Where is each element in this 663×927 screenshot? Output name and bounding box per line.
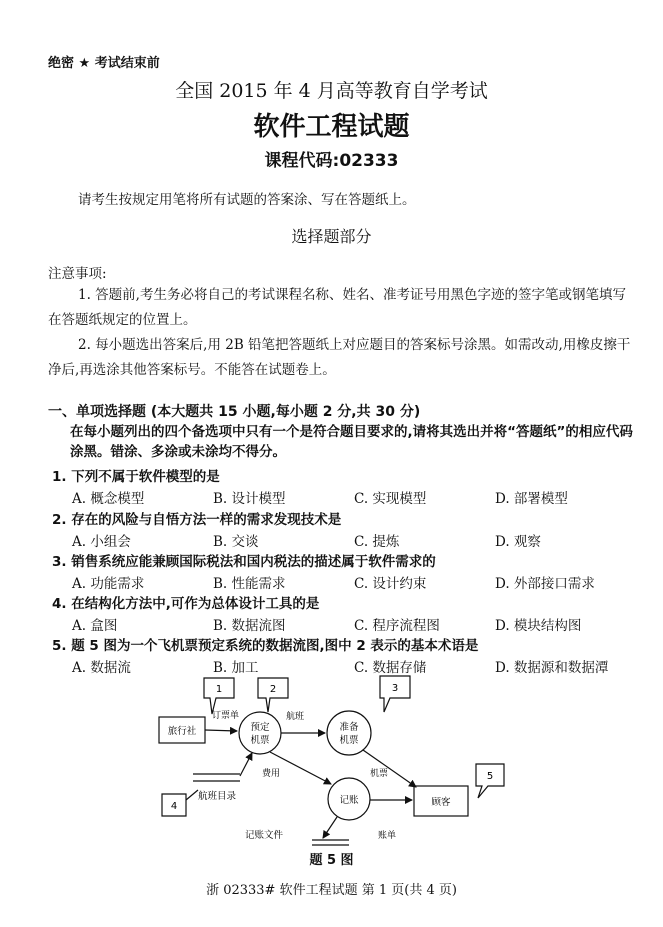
option-c: C. 程序流程图 [354, 618, 440, 634]
section-description: 在每小题列出的四个备选项中只有一个是符合题目要求的,请将其选出并将“答题纸”的相应代码涂黑。错涂、多涂或未涂均不得分。 [70, 424, 633, 460]
option-b: B. 加工 [213, 660, 259, 676]
store-label: 记账文件 [245, 830, 284, 841]
flow-label: 订票单 [212, 711, 240, 721]
exam-title: 全国 2015 年 4 月高等教育自学考试 [175, 80, 488, 102]
option-a: A. 功能需求 [72, 576, 145, 592]
process-label: 预定 [250, 722, 270, 733]
option-d: D. 部署模型 [495, 491, 568, 507]
process-prepare-ticket [327, 711, 371, 755]
question-stem: 4. 在结构化方法中,可作为总体设计工具的是 [52, 596, 320, 612]
process-label: 记账 [339, 795, 359, 806]
notice-item: 2. 每小题选出答案后,用 2B 铅笔把答题纸上对应题目的答案标号涂黑。如需改动,用橡皮擦干净后,再选涂其他答案标号。不能答在试题卷上。 [48, 337, 631, 378]
process-reserve-ticket [239, 712, 281, 754]
notice-item: 1. 答题前,考生务必将自己的考试课程名称、姓名、准考证号用黑色字迹的签字笔或钢笔填写在答题纸规定的位置上。 [48, 287, 626, 328]
figure-caption: 题 5 图 [309, 853, 354, 868]
option-d: D. 模块结构图 [495, 618, 582, 634]
instruction: 请考生按规定用笔将所有试题的答案涂、写在答题纸上。 [78, 192, 416, 208]
option-b: B. 设计模型 [213, 491, 286, 507]
notice-heading: 注意事项: [48, 266, 107, 282]
flow-label: 账单 [378, 831, 397, 841]
question-stem: 2. 存在的风险与自悟方法一样的需求发现技术是 [52, 512, 342, 528]
entity-customer [414, 786, 468, 816]
store-account-file [245, 829, 349, 845]
process-label: 准备 [339, 722, 359, 733]
option-d: D. 观察 [495, 534, 541, 550]
callout-label: 1 [215, 684, 223, 695]
flow-label: 费用 [262, 769, 281, 779]
question-stem: 3. 销售系统应能兼顾国际税法和国内税法的描述属于软件需求的 [52, 554, 436, 570]
option-b: B. 数据流图 [213, 618, 286, 634]
subject-title: 软件工程试题 [253, 112, 410, 142]
part-title: 选择题部分 [291, 227, 372, 246]
option-b: B. 性能需求 [213, 576, 286, 592]
callout-5 [476, 764, 504, 798]
page-footer: 浙 02333# 软件工程试题 第 1 页(共 4 页) [206, 883, 457, 898]
callout-label: 4 [170, 801, 178, 812]
question-stem: 5. 题 5 图为一个飞机票预定系统的数据流图,图中 2 表示的基本术语是 [52, 638, 479, 654]
flow-label: 机票 [370, 769, 389, 779]
entity-label: 旅行社 [167, 726, 197, 737]
option-c: C. 设计约束 [354, 576, 427, 592]
option-d: D. 外部接口需求 [495, 576, 595, 592]
process-accounting [328, 778, 370, 820]
option-c: C. 实现模型 [354, 491, 427, 507]
secret-label: 绝密 ★ 考试结束前 [48, 56, 160, 71]
option-b: B. 交谈 [213, 534, 259, 550]
option-c: C. 数据存储 [354, 660, 427, 676]
option-a: A. 数据流 [72, 660, 131, 676]
section-heading: 一、单项选择题 (本大题共 15 小题,每小题 2 分,共 30 分) [48, 404, 421, 420]
callout-2 [258, 678, 288, 712]
process-label: 机票 [250, 735, 270, 746]
process-label: 机票 [339, 735, 359, 746]
course-code: 课程代码:02333 [264, 151, 399, 171]
store-label: 航班目录 [198, 791, 237, 802]
entity-traveler [159, 717, 205, 743]
option-a: A. 盒图 [72, 618, 118, 634]
callout-label: 2 [269, 684, 277, 695]
option-c: C. 提炼 [354, 534, 400, 550]
flow-catalog-arrow [240, 753, 252, 776]
callout-label: 3 [391, 683, 399, 694]
callout-label: 5 [486, 771, 494, 782]
store-flight-catalog [193, 774, 240, 802]
callout-4 [162, 790, 198, 816]
option-d: D. 数据源和数据潭 [495, 660, 609, 676]
question-stem: 1. 下列不属于软件模型的是 [52, 469, 220, 485]
flow-order-arrow [205, 730, 237, 731]
option-a: A. 小组会 [72, 534, 131, 550]
callout-1 [204, 678, 234, 714]
flow-account-arrow [323, 817, 337, 838]
entity-label: 顾客 [431, 797, 451, 808]
option-a: A. 概念模型 [72, 491, 145, 507]
flow-fee-arrow [270, 752, 331, 784]
callout-3 [380, 676, 410, 712]
flow-label: 航班 [286, 712, 305, 722]
